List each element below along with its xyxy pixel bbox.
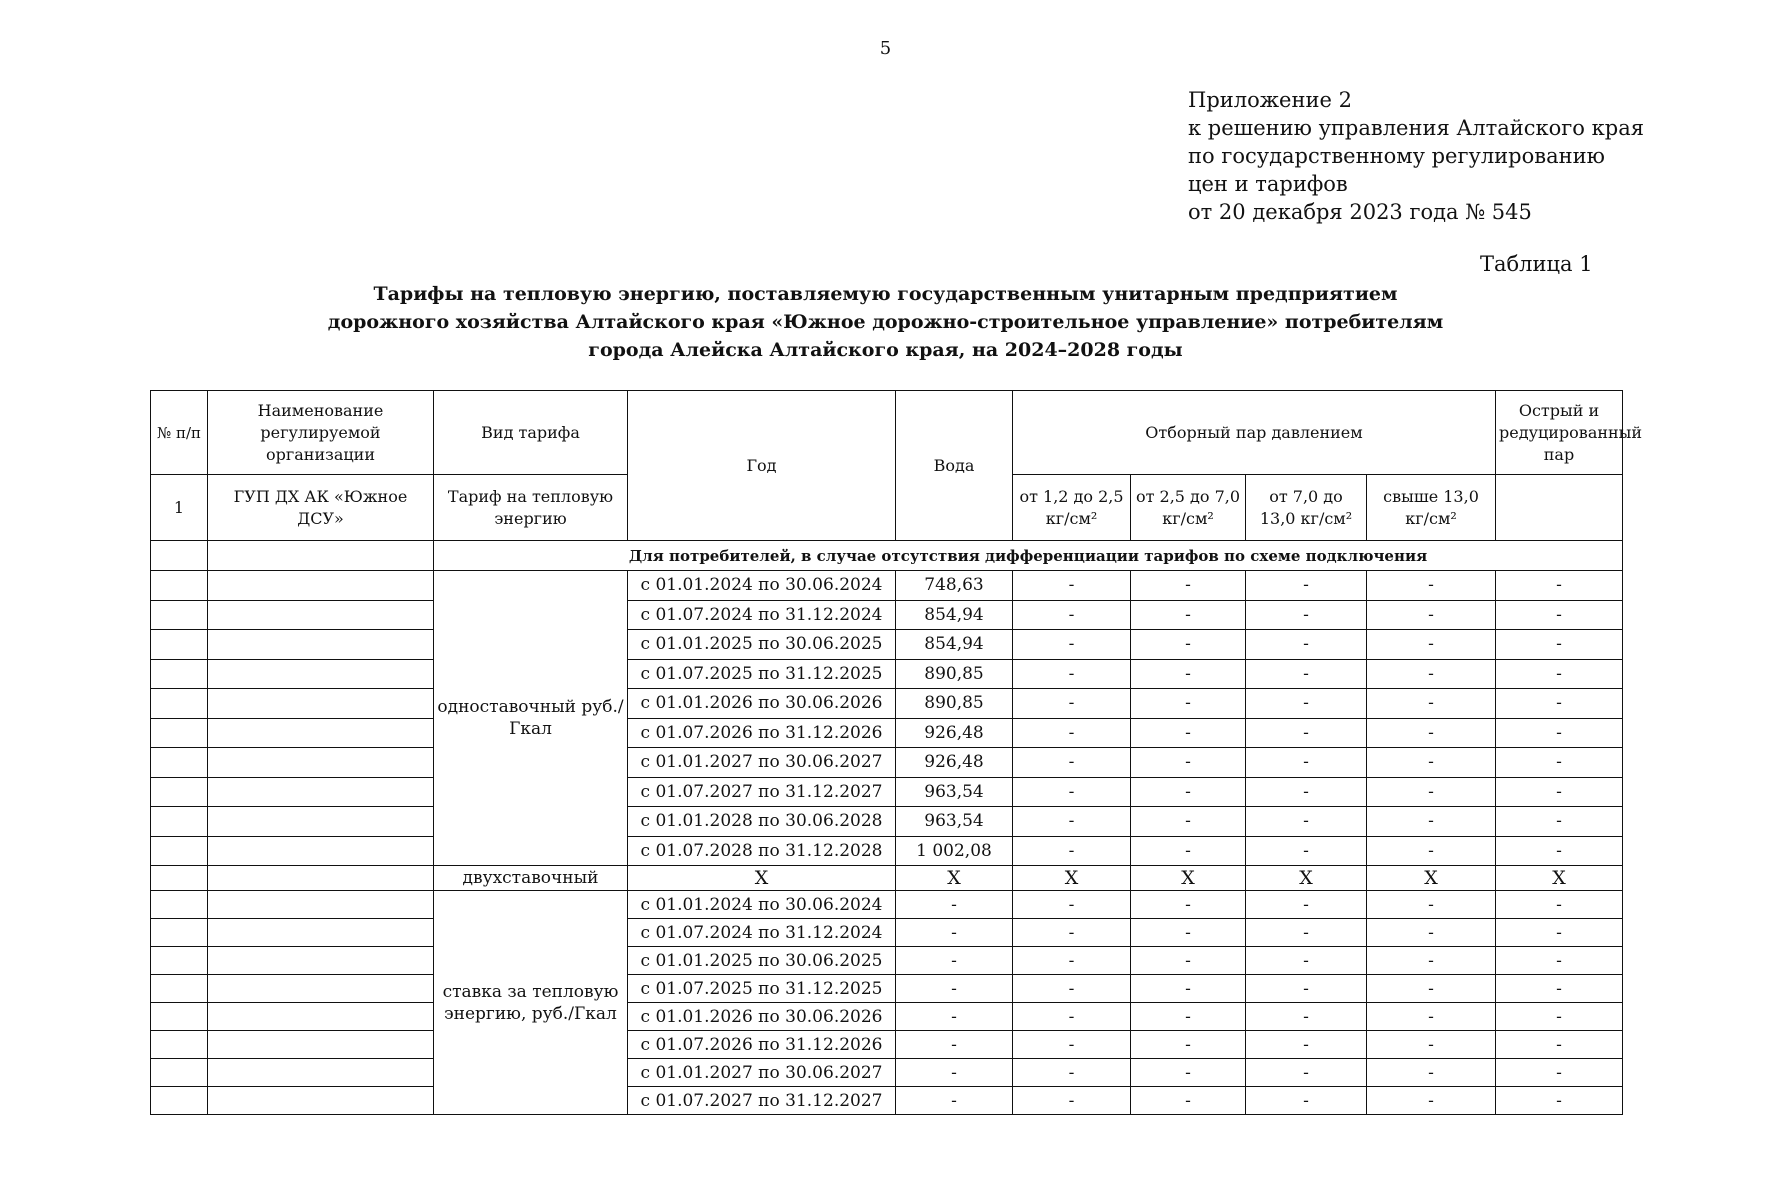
header-water: Вода xyxy=(896,391,1013,541)
steam-value-cell: - xyxy=(1246,777,1367,807)
steam-value-cell: - xyxy=(1013,571,1131,601)
water-value-cell: 1 002,08 xyxy=(896,836,1013,866)
steam-value-cell: - xyxy=(1131,1059,1246,1087)
empty-cell xyxy=(208,571,434,601)
steam-value-cell: - xyxy=(1367,1059,1496,1087)
steam-value-cell: - xyxy=(1367,718,1496,748)
tariff-row xyxy=(151,1003,1623,1031)
empty-cell xyxy=(208,1087,434,1115)
water-value-cell: 963,54 xyxy=(896,777,1013,807)
steam-value-cell: - xyxy=(1496,571,1623,601)
heat-rate-label: ставка за тепловую энергию, руб./Гкал xyxy=(434,891,628,1115)
steam-value-cell: - xyxy=(1496,891,1623,919)
appendix-line: по государственному регулированию xyxy=(1188,144,1605,168)
x-mark-cell: Х xyxy=(896,866,1013,891)
steam-value-cell: - xyxy=(1131,1031,1246,1059)
empty-cell xyxy=(151,718,208,748)
empty-cell xyxy=(151,919,208,947)
steam-value-cell: - xyxy=(1367,1087,1496,1115)
empty-cell xyxy=(151,1031,208,1059)
steam-value-cell: - xyxy=(1246,630,1367,660)
steam-value-cell: - xyxy=(1367,777,1496,807)
steam-value-cell: - xyxy=(1013,777,1131,807)
period-cell: с 01.07.2024 по 31.12.2024 xyxy=(628,600,896,630)
empty-cell xyxy=(151,571,208,601)
empty-cell xyxy=(151,1087,208,1115)
empty-cell xyxy=(151,866,208,891)
steam-value-cell: - xyxy=(1131,1087,1246,1115)
steam-value-cell: - xyxy=(1246,1087,1367,1115)
appendix-line: цен и тарифов xyxy=(1188,172,1348,196)
steam-value-cell: - xyxy=(1367,689,1496,719)
steam-value-cell: - xyxy=(1013,748,1131,778)
water-value-cell: 890,85 xyxy=(896,659,1013,689)
tariff-row xyxy=(151,600,1623,630)
water-value-cell: 890,85 xyxy=(896,689,1013,719)
period-cell: с 01.07.2026 по 31.12.2026 xyxy=(628,718,896,748)
period-cell: с 01.01.2025 по 30.06.2025 xyxy=(628,630,896,660)
water-value-cell: 748,63 xyxy=(896,571,1013,601)
appendix-block xyxy=(1188,86,1644,226)
steam-value-cell: - xyxy=(1496,1003,1623,1031)
steam-value-cell: - xyxy=(1131,836,1246,866)
empty-cell xyxy=(208,891,434,919)
steam-value-cell: - xyxy=(1496,777,1623,807)
steam-value-cell: - xyxy=(1013,947,1131,975)
two-rate-label: двухставочный xyxy=(434,866,628,891)
steam-value-cell: - xyxy=(1131,807,1246,837)
tariff-row xyxy=(151,836,1623,866)
org-name: ГУП ДХ АК «Южное ДСУ» xyxy=(208,475,434,541)
empty-cell xyxy=(151,600,208,630)
table-label: Таблица 1 xyxy=(1480,252,1593,276)
empty-cell xyxy=(151,891,208,919)
period-cell: с 01.07.2028 по 31.12.2028 xyxy=(628,836,896,866)
org-num: 1 xyxy=(151,475,208,541)
water-value-cell: - xyxy=(896,919,1013,947)
water-value-cell: 926,48 xyxy=(896,748,1013,778)
empty-cell xyxy=(208,807,434,837)
water-value-cell: - xyxy=(896,1031,1013,1059)
water-value-cell: - xyxy=(896,1003,1013,1031)
empty-cell xyxy=(151,807,208,837)
steam-value-cell: - xyxy=(1367,947,1496,975)
empty-cell xyxy=(208,777,434,807)
empty-cell xyxy=(208,689,434,719)
empty-cell xyxy=(151,1059,208,1087)
steam-value-cell: - xyxy=(1131,600,1246,630)
steam-value-cell: - xyxy=(1013,1031,1131,1059)
header-year: Год xyxy=(628,391,896,541)
empty-cell xyxy=(208,866,434,891)
tariff-row xyxy=(151,718,1623,748)
steam-value-cell: - xyxy=(1013,807,1131,837)
header-pressure-4: свыше 13,0 кг/см² xyxy=(1367,475,1496,541)
appendix-line: к решению управления Алтайского края xyxy=(1188,116,1644,140)
header-row xyxy=(151,391,1623,475)
steam-value-cell: - xyxy=(1013,600,1131,630)
steam-value-cell: - xyxy=(1246,807,1367,837)
title-line: Тарифы на тепловую энергию, поставляемую государственным унитарным предприятием xyxy=(373,283,1398,305)
steam-value-cell: - xyxy=(1367,571,1496,601)
steam-value-cell: - xyxy=(1013,919,1131,947)
x-mark-cell: Х xyxy=(1496,866,1623,891)
steam-value-cell: - xyxy=(1131,777,1246,807)
empty-cell xyxy=(208,836,434,866)
steam-value-cell: - xyxy=(1496,919,1623,947)
steam-value-cell: - xyxy=(1013,659,1131,689)
steam-value-cell: - xyxy=(1246,718,1367,748)
steam-value-cell: - xyxy=(1013,689,1131,719)
tariff-row xyxy=(151,807,1623,837)
period-cell: с 01.01.2024 по 30.06.2024 xyxy=(628,891,896,919)
steam-value-cell: - xyxy=(1013,1087,1131,1115)
steam-value-cell: - xyxy=(1246,947,1367,975)
period-cell: с 01.01.2025 по 30.06.2025 xyxy=(628,947,896,975)
steam-value-cell: - xyxy=(1246,891,1367,919)
tariff-row xyxy=(151,1031,1623,1059)
header-selected-steam: Отборный пар давлением xyxy=(1013,391,1496,475)
steam-value-cell: - xyxy=(1367,1031,1496,1059)
period-cell: с 01.07.2025 по 31.12.2025 xyxy=(628,975,896,1003)
title-line: города Алейска Алтайского края, на 2024–2028 годы xyxy=(588,339,1183,361)
steam-value-cell: - xyxy=(1367,600,1496,630)
period-cell: с 01.01.2027 по 30.06.2027 xyxy=(628,748,896,778)
period-cell: с 01.01.2028 по 30.06.2028 xyxy=(628,807,896,837)
tariff-row xyxy=(151,1087,1623,1115)
section-title: Для потребителей, в случае отсутствия дифференциации тарифов по схеме подключения xyxy=(434,541,1623,571)
steam-value-cell: - xyxy=(1131,947,1246,975)
page-number: 5 xyxy=(879,38,892,59)
steam-value-cell: - xyxy=(1367,975,1496,1003)
tariff-row xyxy=(151,947,1623,975)
empty-cell xyxy=(208,919,434,947)
steam-value-cell: - xyxy=(1496,1087,1623,1115)
steam-value-cell: - xyxy=(1367,630,1496,660)
x-mark-cell: Х xyxy=(1013,866,1131,891)
steam-value-cell: - xyxy=(1013,836,1131,866)
period-cell: с 01.07.2026 по 31.12.2026 xyxy=(628,1031,896,1059)
steam-value-cell: - xyxy=(1496,975,1623,1003)
empty-cell xyxy=(208,975,434,1003)
steam-value-cell: - xyxy=(1246,571,1367,601)
steam-value-cell: - xyxy=(1131,659,1246,689)
header-pressure-3: от 7,0 до 13,0 кг/см² xyxy=(1246,475,1367,541)
x-mark-cell: Х xyxy=(628,866,896,891)
empty-cell xyxy=(151,975,208,1003)
water-value-cell: 926,48 xyxy=(896,718,1013,748)
steam-value-cell: - xyxy=(1246,1059,1367,1087)
steam-value-cell: - xyxy=(1013,1059,1131,1087)
steam-value-cell: - xyxy=(1496,947,1623,975)
two-rate-row xyxy=(151,866,1623,891)
header-pressure-2: от 2,5 до 7,0 кг/см² xyxy=(1131,475,1246,541)
period-cell: с 01.01.2024 по 30.06.2024 xyxy=(628,571,896,601)
water-value-cell: 963,54 xyxy=(896,807,1013,837)
steam-value-cell: - xyxy=(1246,836,1367,866)
header-sharp-steam: Острый и редуцированный пар xyxy=(1496,391,1623,475)
water-value-cell: - xyxy=(896,947,1013,975)
empty-cell xyxy=(151,541,208,571)
steam-value-cell: - xyxy=(1496,630,1623,660)
empty-cell xyxy=(151,748,208,778)
steam-value-cell: - xyxy=(1246,600,1367,630)
water-value-cell: - xyxy=(896,1059,1013,1087)
steam-value-cell: - xyxy=(1013,975,1131,1003)
steam-value-cell: - xyxy=(1496,659,1623,689)
water-value-cell: - xyxy=(896,891,1013,919)
empty-cell xyxy=(208,1003,434,1031)
steam-value-cell: - xyxy=(1131,975,1246,1003)
steam-value-cell: - xyxy=(1131,689,1246,719)
period-cell: с 01.01.2026 по 30.06.2026 xyxy=(628,689,896,719)
steam-value-cell: - xyxy=(1246,659,1367,689)
empty-cell xyxy=(208,947,434,975)
steam-value-cell: - xyxy=(1131,718,1246,748)
steam-value-cell: - xyxy=(1496,718,1623,748)
title-line: дорожного хозяйства Алтайского края «Южное дорожно-строительное управление» потребителям xyxy=(327,311,1444,333)
steam-value-cell: - xyxy=(1496,748,1623,778)
steam-value-cell: - xyxy=(1131,571,1246,601)
steam-value-cell: - xyxy=(1131,891,1246,919)
empty-cell xyxy=(151,689,208,719)
empty-cell xyxy=(208,630,434,660)
steam-value-cell: - xyxy=(1013,630,1131,660)
water-value-cell: - xyxy=(896,975,1013,1003)
appendix-line: от 20 декабря 2023 года № 545 xyxy=(1188,200,1532,224)
steam-value-cell: - xyxy=(1367,807,1496,837)
header-sharp-empty xyxy=(1496,475,1623,541)
steam-value-cell: - xyxy=(1367,659,1496,689)
steam-value-cell: - xyxy=(1131,748,1246,778)
empty-cell xyxy=(208,718,434,748)
x-mark-cell: Х xyxy=(1367,866,1496,891)
empty-cell xyxy=(151,659,208,689)
period-cell: с 01.01.2026 по 30.06.2026 xyxy=(628,1003,896,1031)
period-cell: с 01.07.2024 по 31.12.2024 xyxy=(628,919,896,947)
tariff-row xyxy=(151,630,1623,660)
empty-cell xyxy=(151,630,208,660)
period-cell: с 01.01.2027 по 30.06.2027 xyxy=(628,1059,896,1087)
steam-value-cell: - xyxy=(1367,919,1496,947)
period-cell: с 01.07.2027 по 31.12.2027 xyxy=(628,1087,896,1115)
steam-value-cell: - xyxy=(1246,975,1367,1003)
org-tariff: Тариф на тепловую энергию xyxy=(434,475,628,541)
empty-cell xyxy=(208,659,434,689)
water-value-cell: 854,94 xyxy=(896,600,1013,630)
tariff-row xyxy=(151,777,1623,807)
empty-cell xyxy=(151,777,208,807)
x-mark-cell: Х xyxy=(1246,866,1367,891)
water-value-cell: - xyxy=(896,1087,1013,1115)
tariff-row xyxy=(151,919,1623,947)
steam-value-cell: - xyxy=(1367,748,1496,778)
steam-value-cell: - xyxy=(1246,1003,1367,1031)
steam-value-cell: - xyxy=(1496,836,1623,866)
tariff-row xyxy=(151,689,1623,719)
steam-value-cell: - xyxy=(1131,630,1246,660)
tariff-row xyxy=(151,748,1623,778)
tariff-row xyxy=(151,659,1623,689)
empty-cell xyxy=(151,1003,208,1031)
steam-value-cell: - xyxy=(1246,689,1367,719)
tariff-table xyxy=(150,390,1643,1115)
steam-value-cell: - xyxy=(1246,919,1367,947)
header-pressure-1: от 1,2 до 2,5 кг/см² xyxy=(1013,475,1131,541)
tariff-row xyxy=(151,1059,1623,1087)
document-title xyxy=(150,280,1621,364)
empty-cell xyxy=(208,600,434,630)
steam-value-cell: - xyxy=(1496,689,1623,719)
steam-value-cell: - xyxy=(1013,718,1131,748)
steam-value-cell: - xyxy=(1367,836,1496,866)
header-num: № п/п xyxy=(151,391,208,475)
steam-value-cell: - xyxy=(1496,1031,1623,1059)
tariff-row xyxy=(151,571,1623,601)
period-cell: с 01.07.2027 по 31.12.2027 xyxy=(628,777,896,807)
tariff-row xyxy=(151,891,1623,919)
steam-value-cell: - xyxy=(1131,1003,1246,1031)
period-cell: с 01.07.2025 по 31.12.2025 xyxy=(628,659,896,689)
single-rate-label: одноставочный руб./Гкал xyxy=(434,571,628,866)
empty-cell xyxy=(151,836,208,866)
tariff-row xyxy=(151,975,1623,1003)
x-mark-cell: Х xyxy=(1131,866,1246,891)
empty-cell xyxy=(208,748,434,778)
header-tariff-type: Вид тарифа xyxy=(434,391,628,475)
water-value-cell: 854,94 xyxy=(896,630,1013,660)
steam-value-cell: - xyxy=(1013,891,1131,919)
empty-cell xyxy=(208,541,434,571)
steam-value-cell: - xyxy=(1013,1003,1131,1031)
empty-cell xyxy=(151,947,208,975)
section-row xyxy=(151,541,1623,571)
steam-value-cell: - xyxy=(1496,1059,1623,1087)
appendix-line: Приложение 2 xyxy=(1188,88,1352,112)
steam-value-cell: - xyxy=(1367,1003,1496,1031)
steam-value-cell: - xyxy=(1246,1031,1367,1059)
steam-value-cell: - xyxy=(1496,600,1623,630)
empty-cell xyxy=(208,1031,434,1059)
empty-cell xyxy=(208,1059,434,1087)
header-org: Наименование регулируемой организации xyxy=(208,391,434,475)
steam-value-cell: - xyxy=(1131,919,1246,947)
steam-value-cell: - xyxy=(1367,891,1496,919)
steam-value-cell: - xyxy=(1246,748,1367,778)
steam-value-cell: - xyxy=(1496,807,1623,837)
